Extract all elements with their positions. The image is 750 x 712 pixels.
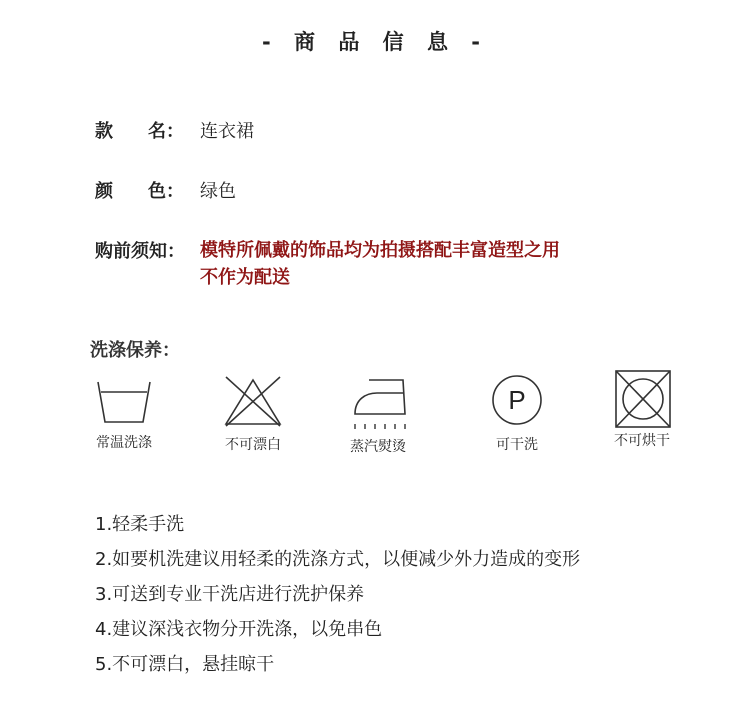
care-item-no-bleach [220, 374, 286, 454]
color-label-b: 色： [148, 181, 184, 202]
list-item: 2.如要机洗建议用轻柔的洗涤方式，以便减少外力造成的变形 [95, 549, 581, 570]
care-item-steam-iron [345, 376, 411, 456]
list-item: 1.轻柔手洗 [95, 514, 185, 535]
care-label-steam-iron: 蒸汽熨烫 [350, 439, 406, 455]
list-item: 3.可送到专业干洗店进行洗护保养 [95, 584, 365, 605]
care-label-no-bleach: 不可漂白 [225, 437, 281, 453]
notice-line-2: 不作为配送 [200, 267, 290, 288]
style-value: 连衣裙 [200, 121, 254, 142]
list-item: 4.建议深浅衣物分开洗涤，以免串色 [95, 619, 383, 640]
color-label-a: 颜 [95, 181, 113, 202]
style-label-b: 名： [148, 121, 184, 142]
care-item-wash [92, 378, 156, 452]
style-label-a: 款 [95, 121, 113, 142]
page-title: - 商 品 信 息 - [262, 30, 488, 54]
wash-basin-icon [94, 378, 154, 426]
care-item-dry-clean [486, 372, 548, 454]
notice-line-1: 模特所佩戴的饰品均为拍摄搭配丰富造型之用 [200, 240, 560, 261]
no-bleach-icon [222, 374, 284, 428]
care-label-no-tumble-dry: 不可烘干 [614, 433, 670, 449]
no-tumble-dry-icon [611, 368, 673, 430]
care-label-wash: 常温洗涤 [96, 435, 152, 451]
color-value: 绿色 [200, 181, 236, 202]
dry-clean-p-icon [489, 372, 545, 428]
care-section-title: 洗涤保养： [90, 340, 180, 361]
notice-label: 购前须知： [95, 241, 185, 262]
notice-text [200, 237, 560, 291]
care-item-no-tumble-dry [609, 368, 675, 450]
svg-text:P: P [508, 385, 526, 415]
care-label-dry-clean: 可干洗 [496, 437, 538, 453]
steam-iron-icon [347, 376, 409, 430]
care-tips-list [95, 512, 580, 687]
list-item: 5.不可漂白，悬挂晾干 [95, 654, 275, 675]
